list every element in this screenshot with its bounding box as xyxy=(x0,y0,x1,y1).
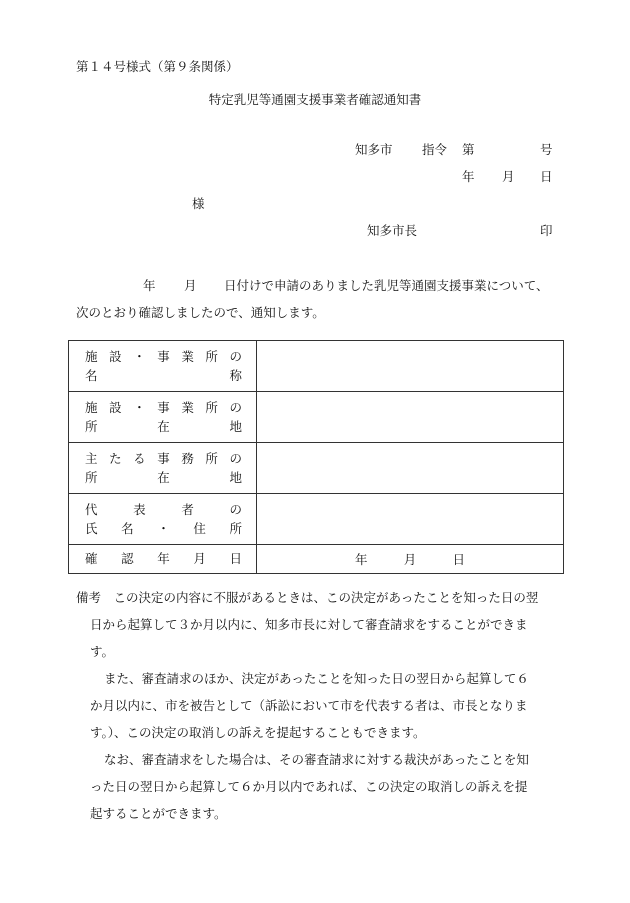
label-char: の xyxy=(229,502,242,517)
label-char: ・ xyxy=(157,521,170,536)
intro-line-2: 次のとおり確認しましたので、通知します。 xyxy=(76,305,325,320)
note-line: す。）、この決定の取消しの訴えを提起することもできます。 xyxy=(90,725,426,740)
row-label xyxy=(69,392,257,443)
note-line: った日の翌日から起算して６か月以内であれば、この決定の取消しの訴えを提 xyxy=(90,779,528,794)
issue-day-label: 日 xyxy=(540,169,553,184)
issue-month-label: 月 xyxy=(502,169,515,184)
label-char: の xyxy=(229,400,242,415)
label-char: 所 xyxy=(205,400,218,415)
label-line xyxy=(85,417,242,436)
label-char: 地 xyxy=(229,470,242,485)
designation-label: 指令 xyxy=(422,142,448,157)
label-char: 年 xyxy=(157,551,170,566)
facility-name-row xyxy=(69,341,564,392)
label-char: 代 xyxy=(85,502,98,517)
addressee-suffix: 様 xyxy=(192,196,205,211)
note-line: 日から起算して３か月以内に、知多市長に対して審査請求をすることができま xyxy=(90,617,528,632)
note-line: また、審査請求のほか、決定があったことを知った日の翌日から起算して６ xyxy=(104,671,529,686)
label-line xyxy=(85,468,242,487)
label-char: 認 xyxy=(121,551,134,566)
row-label xyxy=(69,341,257,392)
label-char: 業 xyxy=(181,349,194,364)
label-char: 所 xyxy=(85,470,98,485)
label-char: 確 xyxy=(85,551,98,566)
label-char: 称 xyxy=(229,368,242,383)
label-char: 名 xyxy=(121,521,134,536)
label-char: 表 xyxy=(133,502,146,517)
label-char: 者 xyxy=(181,502,194,517)
label-char: 所 xyxy=(205,349,218,364)
label-char: 所 xyxy=(85,419,98,434)
note-line: か月以内に、市を被告として（訴訟において市を代表する者は、市長となりま xyxy=(90,698,528,713)
row-value-field[interactable] xyxy=(257,392,564,443)
note-line: す。 xyxy=(90,644,115,659)
label-line xyxy=(85,366,242,385)
label-char: 事 xyxy=(157,451,170,466)
notes-section xyxy=(76,584,576,827)
row-value-field[interactable] xyxy=(257,443,564,494)
number-suffix: 号 xyxy=(540,142,553,157)
label-line xyxy=(85,545,242,573)
label-char: る xyxy=(133,451,146,466)
label-char: 施 xyxy=(85,349,98,364)
seal-mark: 印 xyxy=(540,223,553,238)
label-line xyxy=(85,449,242,468)
label-char: た xyxy=(109,451,122,466)
row-label xyxy=(69,545,257,574)
label-char: 在 xyxy=(157,470,170,485)
row-label xyxy=(69,494,257,545)
label-char: の xyxy=(229,349,242,364)
number-prefix: 第 xyxy=(462,142,475,157)
main-office-row xyxy=(69,443,564,494)
confirm-day-label: 日 xyxy=(452,552,465,567)
note-line xyxy=(76,584,576,611)
intro-text: 日付けで申請のありました乳児等通園支援事業について、 xyxy=(224,278,549,293)
note-text: この決定の内容に不服があるときは、この決定があったことを知った日の翌 xyxy=(113,590,539,605)
label-char: 名 xyxy=(85,368,98,383)
label-char: 所 xyxy=(205,451,218,466)
date-parts xyxy=(355,550,465,568)
details-table xyxy=(68,340,564,574)
confirmation-date-row xyxy=(69,545,564,574)
label-char: ・ xyxy=(133,349,146,364)
row-value-field[interactable] xyxy=(257,341,564,392)
label-line xyxy=(85,500,242,519)
label-char: 主 xyxy=(85,451,98,466)
issuing-city: 知多市 xyxy=(355,142,393,157)
label-char: 地 xyxy=(229,419,242,434)
label-char: ・ xyxy=(133,400,146,415)
label-char: 設 xyxy=(109,400,122,415)
label-char: 在 xyxy=(157,419,170,434)
representative-row xyxy=(69,494,564,545)
note-line: なお、審査請求をした場合は、その審査請求に対する裁決があったことを知 xyxy=(104,752,529,767)
row-label xyxy=(69,443,257,494)
intro-month-label: 月 xyxy=(184,278,197,293)
label-char: 住 xyxy=(193,521,206,536)
confirmation-date-field[interactable] xyxy=(257,545,564,574)
label-char: 所 xyxy=(229,521,242,536)
label-char: 務 xyxy=(181,451,194,466)
issue-year-label: 年 xyxy=(462,169,475,184)
row-value-field[interactable] xyxy=(257,494,564,545)
facility-address-row xyxy=(69,392,564,443)
label-char: 事 xyxy=(157,400,170,415)
label-char: 氏 xyxy=(85,521,98,536)
label-char: の xyxy=(229,451,242,466)
form-number: 第１４号様式（第９条関係） xyxy=(76,59,239,74)
label-char: 設 xyxy=(109,349,122,364)
note-line: 起することができます。 xyxy=(90,806,227,821)
notes-heading: 備考 xyxy=(76,590,102,605)
intro-year-label: 年 xyxy=(143,278,156,293)
confirm-month-label: 月 xyxy=(403,552,417,567)
label-char: 事 xyxy=(157,349,170,364)
document-title: 特定乳児等通園支援事業者確認通知書 xyxy=(208,92,422,107)
label-char: 業 xyxy=(181,400,194,415)
label-line xyxy=(85,347,242,366)
label-char: 日 xyxy=(229,551,242,566)
label-line xyxy=(85,519,242,538)
label-line xyxy=(85,398,242,417)
label-char: 月 xyxy=(193,551,206,566)
label-char: 施 xyxy=(85,400,98,415)
confirm-year-label: 年 xyxy=(355,552,368,567)
issuer-name: 知多市長 xyxy=(367,223,418,238)
